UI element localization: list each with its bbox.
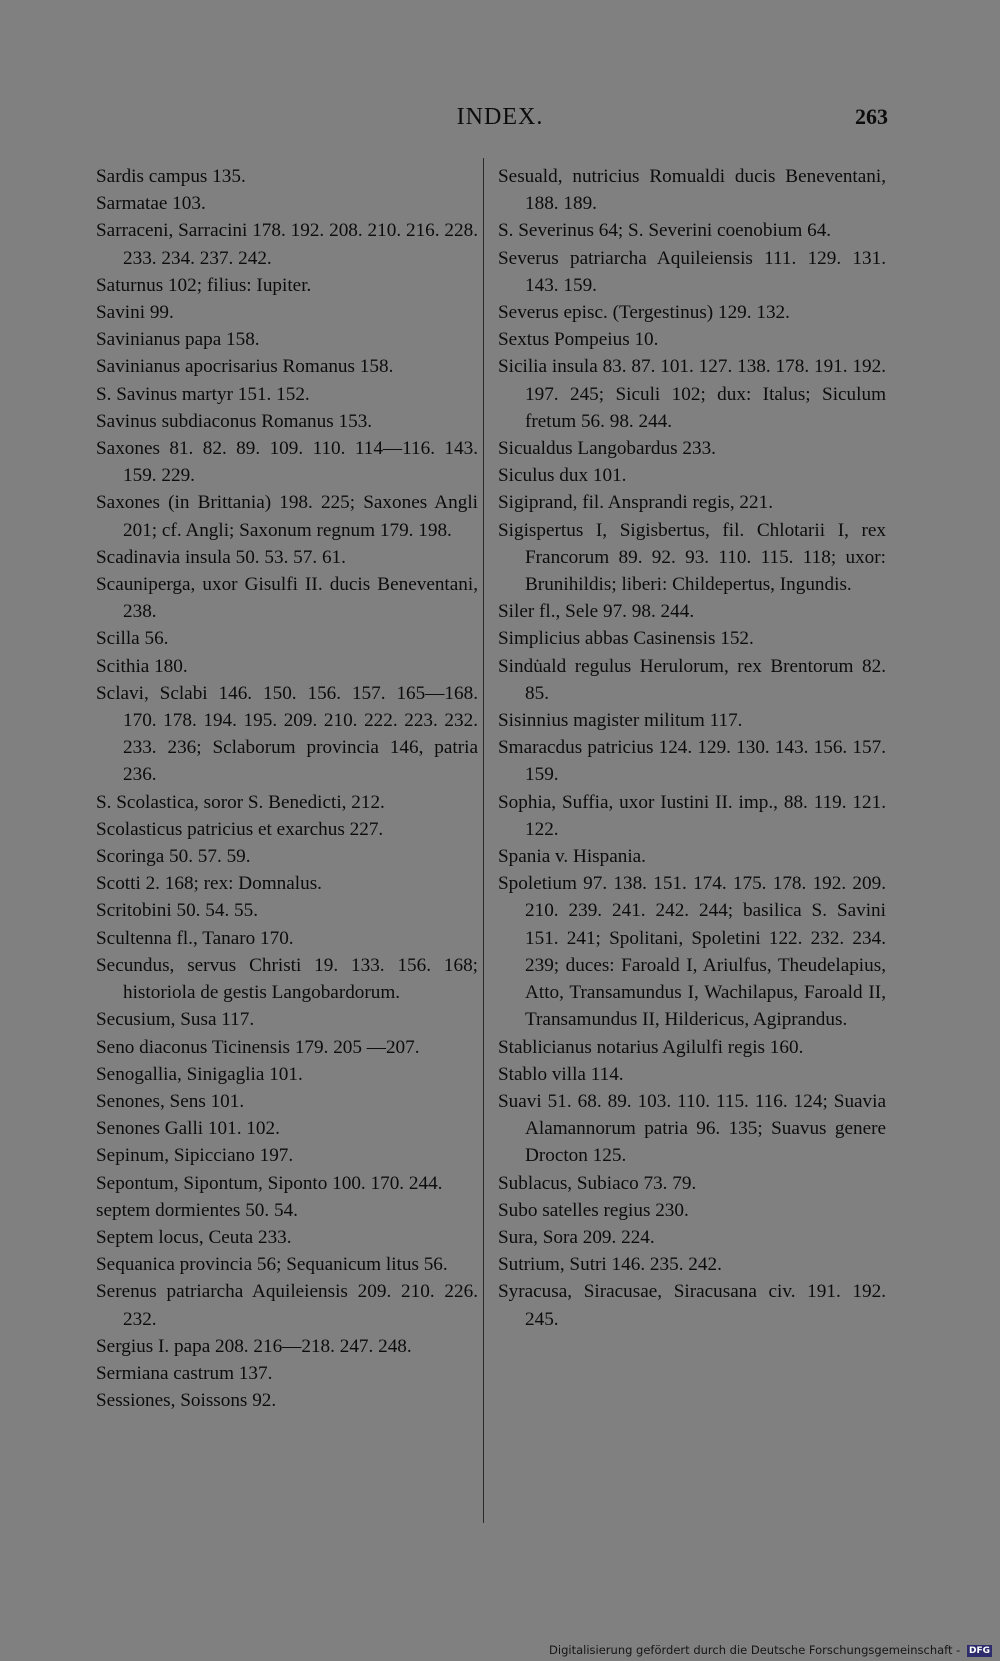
page-number: 263	[855, 104, 888, 129]
index-entry: Syracusa, Siracusae, Siracusana civ. 191. 192. 245.	[498, 1281, 886, 1330]
index-entry: Sura, Sora 209. 224.	[498, 1226, 655, 1248]
index-entry: S. Severinus 64; S. Severini coenobium 64.	[498, 220, 832, 242]
index-entry: Scilla 56.	[96, 628, 169, 650]
index-entry: Seno diaconus Ticinensis 179. 205 —207.	[96, 1036, 420, 1058]
index-entry: Senones, Sens 101.	[96, 1090, 245, 1112]
index-entry: Simplicius abbas Casinensis 152.	[498, 628, 754, 650]
index-entry: Sessiones, Soissons 92.	[96, 1390, 277, 1412]
index-entry: Savini 99.	[96, 302, 174, 324]
index-entry: Sergius I. papa 208. 216—218. 247. 248.	[96, 1335, 412, 1357]
index-entry: Sophia, Suffia, uxor Iustini II. imp., 88. 119. 121. 122.	[498, 791, 886, 840]
index-entry: Sepinum, Sipicciano 197.	[96, 1145, 294, 1167]
index-entry: Sclavi, Sclabi 146. 150. 156. 157. 165—168. 170. 178. 194. 195. 209. 210. 222. 223. 232. 233. 236; Sclaborum provincia 146, patria 236.	[96, 682, 478, 786]
index-entry: Scoringa 50. 57. 59.	[96, 846, 251, 868]
index-entry: Sermiana castrum 137.	[96, 1362, 273, 1384]
index-entry: Sepontum, Sipontum, Siponto 100. 170. 244.	[96, 1172, 443, 1194]
index-entry: Sigispertus I, Sigisbertus, fil. Chlotarii I, rex Francorum 89. 92. 93. 110. 115. 118; uxor: Brunihildis; liberi: Childepertus, Ingundis.	[498, 519, 886, 596]
index-entry: Scauniperga, uxor Gisulfi II. ducis Beneventani, 238.	[96, 574, 478, 623]
index-entry: Siculus dux 101.	[498, 465, 627, 487]
index-entry: Scithia 180.	[96, 655, 188, 677]
index-entry: S. Scolastica, soror S. Benedicti, 212.	[96, 791, 385, 813]
index-entry: Serenus patriarcha Aquileiensis 209. 210. 226. 232.	[96, 1281, 478, 1330]
index-entry: Septem locus, Ceuta 233.	[96, 1226, 292, 1248]
index-entry: Spania v. Hispania.	[498, 846, 646, 868]
index-entry: Sextus Pompeius 10.	[498, 329, 659, 351]
index-entry: Sicilia insula 83. 87. 101. 127. 138. 178. 191. 192. 197. 245; Siculi 102; dux: Italus; Siculum fretum 56. 98. 244.	[498, 356, 886, 432]
index-entry: Savinianus apocrisarius Romanus 158.	[96, 356, 394, 378]
index-entry: Sisinnius magister militum 117.	[498, 710, 743, 732]
index-entry: S. Savinus martyr 151. 152.	[96, 383, 310, 405]
index-entry: Scritobini 50. 54. 55.	[96, 900, 259, 922]
index-entry: Stablicianus notarius Agilulfi regis 160.	[498, 1036, 804, 1058]
index-entry: Sutrium, Sutri 146. 235. 242.	[498, 1254, 722, 1276]
index-entry: Saxones 81. 82. 89. 109. 110. 114—116. 143. 159. 229.	[96, 438, 478, 487]
index-entry: Scadinavia insula 50. 53. 57. 61.	[96, 546, 346, 568]
index-entry: Sigiprand, fil. Ansprandi regis, 221.	[498, 492, 773, 514]
index-column-right	[498, 163, 886, 1333]
index-entry: Severus patriarcha Aquileiensis 111. 129. 131. 143. 159.	[498, 247, 886, 296]
index-entry: Subo satelles regius 230.	[498, 1199, 689, 1221]
index-entry: Spoletium 97. 138. 151. 174. 175. 178. 192. 209. 210. 239. 241. 242. 244; basilica S. Savini 151. 241; Spolitani, Spoletini 122. 232. 234. 239; duces: Faroald I, Ariulfus, Theudelapius, Atto, Transamundus I, Wachilapus, Faroald II, Transamundus II, Hildericus, Agiprandus.	[498, 873, 886, 1031]
index-entry: Secundus, servus Christi 19. 133. 156. 168; historiola de gestis Langobardorum.	[96, 954, 478, 1004]
digitization-credit	[549, 1643, 992, 1657]
dfg-logo: DFG	[968, 1645, 990, 1656]
index-entry: Scultenna fl., Tanaro 170.	[96, 927, 294, 949]
index-entry: Secusium, Susa 117.	[96, 1009, 255, 1031]
index-entry: Siler fl., Sele 97. 98. 244.	[498, 601, 695, 623]
index-entry: Sarraceni, Sarracini 178. 192. 208. 210. 216. 228. 233. 234. 237. 242.	[96, 220, 478, 269]
credit-text: Digitalisierung gefördert durch die Deutsche Forschungsgemeinschaft -	[549, 1643, 961, 1657]
index-entry: septem dormientes 50. 54.	[96, 1199, 298, 1221]
index-entry: Sardis campus 135.	[96, 166, 246, 187]
index-entry: Sesuald, nutricius Romualdi ducis Beneventani, 188. 189.	[498, 166, 886, 215]
index-column-left	[96, 163, 478, 1414]
index-entry: Sequanica provincia 56; Sequanicum litus 56.	[96, 1254, 448, 1276]
page-title: INDEX.	[456, 104, 544, 130]
index-entry: Sicualdus Langobardus 233.	[498, 438, 716, 460]
index-entry: Sublacus, Subiaco 73. 79.	[498, 1172, 697, 1194]
index-entry: Smaracdus patricius 124. 129. 130. 143. 156. 157. 159.	[498, 737, 886, 786]
index-entry: Savinianus papa 158.	[96, 329, 260, 351]
index-entry: Scolasticus patricius et exarchus 227.	[96, 818, 384, 840]
index-entry: Severus episc. (Tergestinus) 129. 132.	[498, 302, 790, 324]
page-header	[0, 104, 1000, 134]
index-entry: Suavi 51. 68. 89. 103. 110. 115. 116. 124; Suavia Alamannorum patria 96. 135; Suavus genere Drocton 125.	[498, 1090, 886, 1167]
index-entry: Stablo villa 114.	[498, 1063, 624, 1085]
index-entry: Sarmatae 103.	[96, 193, 206, 215]
index-entry: Sindu̇ald regulus Herulorum, rex Brentorum 82. 85.	[498, 655, 886, 704]
index-entry: Saturnus 102; filius: Iupiter.	[96, 274, 312, 296]
column-divider	[483, 158, 484, 1523]
index-entry: Senogallia, Sinigaglia 101.	[96, 1063, 303, 1085]
index-entry: Senones Galli 101. 102.	[96, 1118, 280, 1140]
index-entry: Scotti 2. 168; rex: Domnalus.	[96, 873, 322, 895]
index-entry: Savinus subdiaconus Romanus 153.	[96, 410, 373, 432]
index-entry: Saxones (in Brittania) 198. 225; Saxones Angli 201; cf. Angli; Saxonum regnum 179. 198.	[96, 492, 478, 541]
